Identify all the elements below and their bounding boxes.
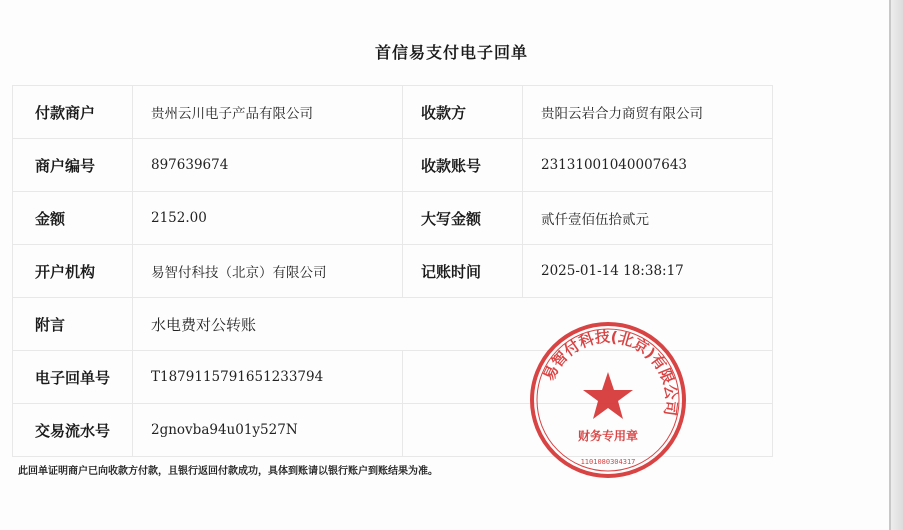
institution-value: 易智付科技（北京）有限公司 <box>133 245 403 298</box>
merchant-no-label: 商户编号 <box>13 139 133 192</box>
institution-label: 开户机构 <box>13 245 133 298</box>
payee-account-label: 收款账号 <box>403 139 523 192</box>
serial-no-label: 交易流水号 <box>13 404 133 457</box>
serial-no-value: 2gnovba94u01y527N <box>133 404 403 457</box>
receipt-title: 首信易支付电子回单 <box>374 43 528 62</box>
row-payer <box>13 86 773 139</box>
row-institution <box>13 245 773 298</box>
row-merchant <box>13 139 773 192</box>
seal-number: 1101080304317 <box>580 458 636 466</box>
posting-time-label: 记账时间 <box>403 245 523 298</box>
seal-outer-text: 易智付科技(北京)有限公司 <box>539 327 681 417</box>
amount-label: 金额 <box>13 192 133 245</box>
payee-account-value: 23131001040007643 <box>523 139 773 192</box>
merchant-no-value: 897639674 <box>133 139 403 192</box>
seal-inner-text: 财务专用章 <box>577 429 639 443</box>
row-amount <box>13 192 773 245</box>
receipt-no-value: T1879115791651233794 <box>133 351 403 404</box>
amount-words-label: 大写金额 <box>403 192 523 245</box>
posting-time-value: 2025-01-14 18:38:17 <box>523 245 773 298</box>
payer-label: 付款商户 <box>13 86 133 139</box>
receipt-no-label: 电子回单号 <box>13 351 133 404</box>
amount-words-value: 贰仟壹佰伍拾贰元 <box>523 192 773 245</box>
page-edge <box>889 0 903 530</box>
memo-value: 水电费对公转账 <box>133 298 773 351</box>
amount-value: 2152.00 <box>133 192 403 245</box>
memo-label: 附言 <box>13 298 133 351</box>
payee-label: 收款方 <box>403 86 523 139</box>
payee-value: 贵阳云岩合力商贸有限公司 <box>523 86 773 139</box>
payer-value: 贵州云川电子产品有限公司 <box>133 86 403 139</box>
company-seal <box>528 320 688 480</box>
footnote: 此回单证明商户已向收款方付款，且银行返回付款成功，具体到账请以银行账户到账结果为准。 <box>18 466 438 477</box>
seal-star-icon <box>583 372 633 419</box>
